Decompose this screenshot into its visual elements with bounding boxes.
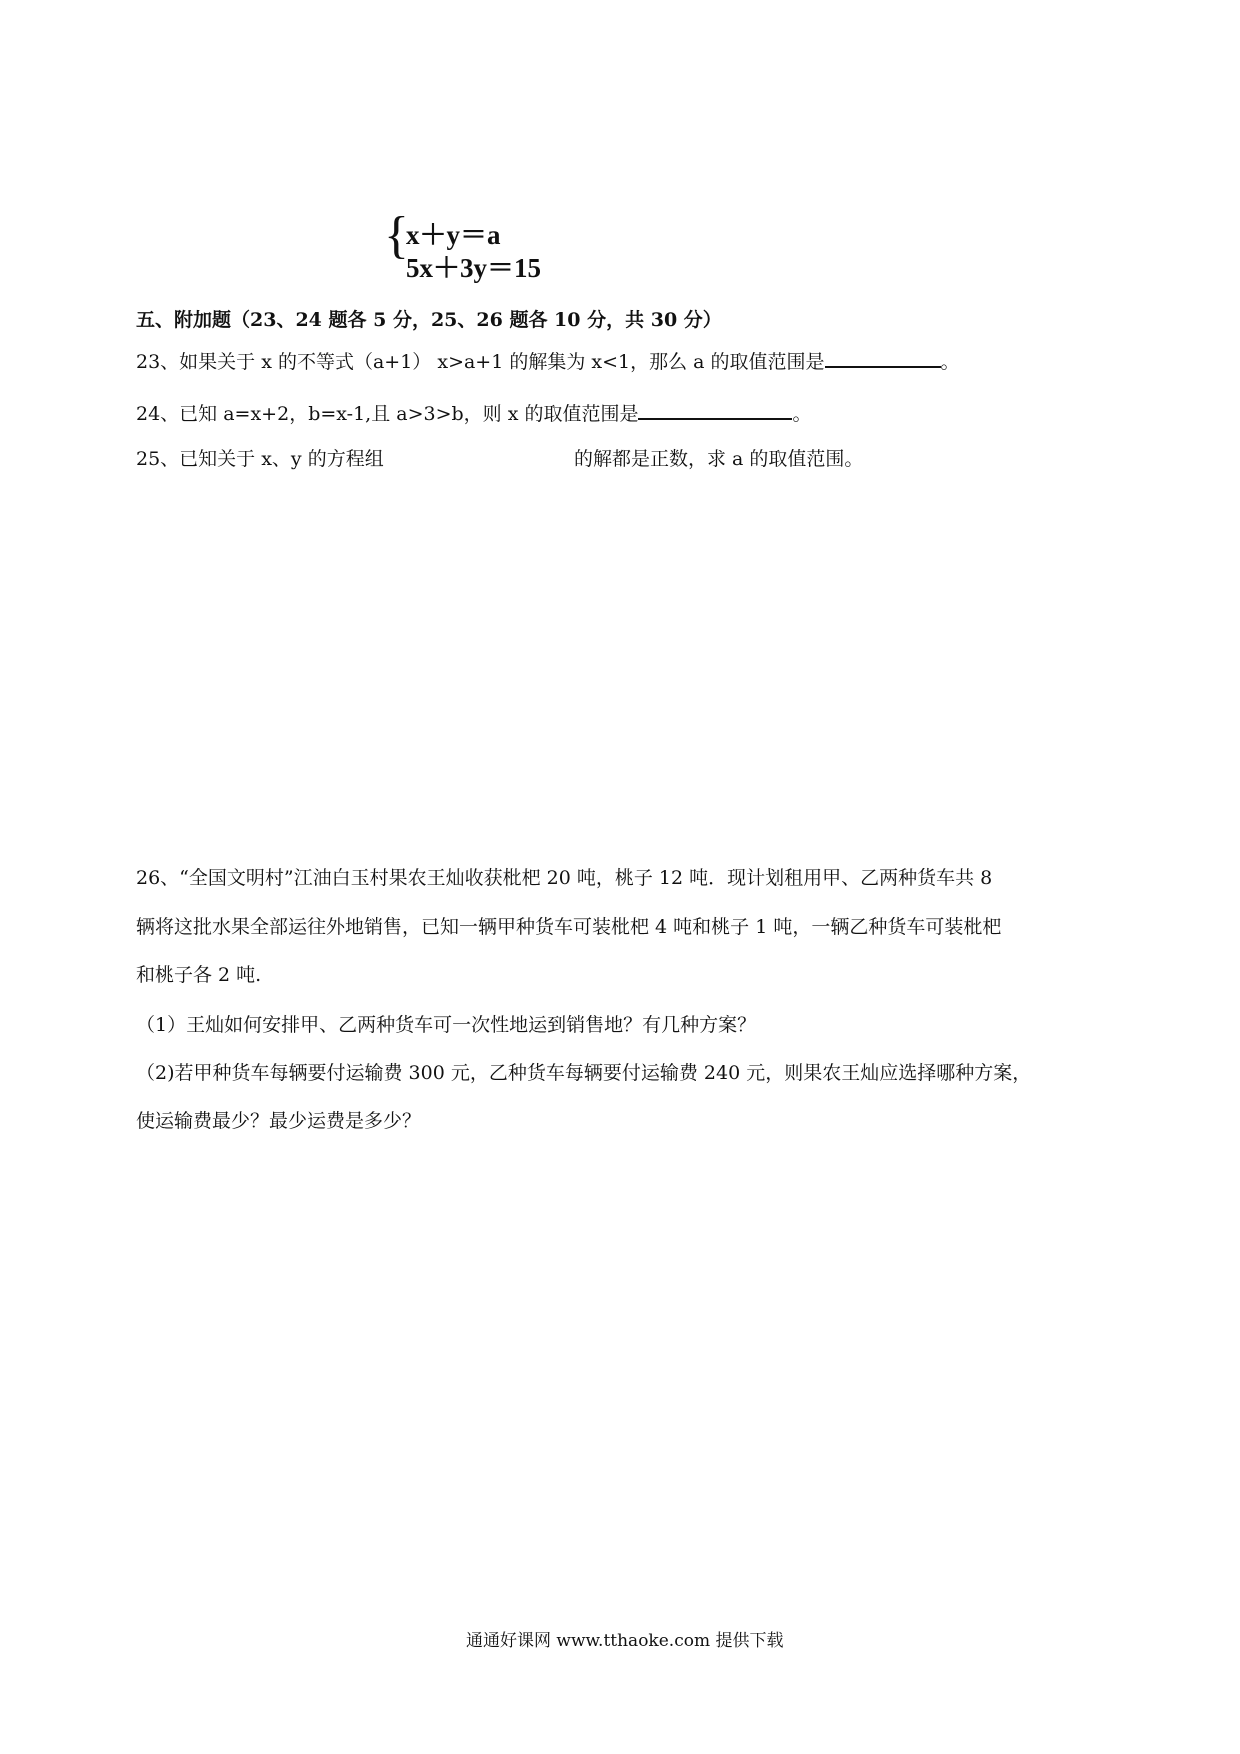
left-brace: { (384, 207, 409, 264)
footer-credit: 通通好课网 www.tthaoke.com 提供下载 (466, 1631, 784, 1651)
question-25-after: 的解都是正数，求 a 的取值范围。 (574, 448, 864, 470)
equation-2: 5x＋3y＝15 (406, 253, 541, 283)
question-26-part-2-line-1: （2)若甲种货车每辆要付运输费 300 元，乙种货车每辆要付运输费 240 元，则果农王灿应选择哪种方案， (136, 1062, 1032, 1084)
question-23-end: 。 (940, 351, 960, 373)
question-26-part-2-line-2: 使运输费最少？最少运费是多少？ (136, 1110, 422, 1132)
section-title: 五、附加题（23、24 题各 5 分，25、26 题各 10 分，共 30 分） (136, 309, 722, 331)
question-26-part-1: （1）王灿如何安排甲、乙两种货车可一次性地运到销售地？有几种方案？ (136, 1014, 757, 1036)
question-24-end: 。 (792, 403, 812, 425)
question-23 (136, 348, 960, 374)
answer-blank-23[interactable] (825, 348, 941, 368)
question-26-line-1: 26、“全国文明村”江油白玉村果农王灿收获枇杷 20 吨，桃子 12 吨．现计划租用甲、乙两种货车共 8 (136, 867, 993, 889)
question-26-line-3: 和桃子各 2 吨. (136, 964, 262, 986)
question-26-line-2: 辆将这批水果全部运往外地销售，已知一辆甲种货车可装枇杷 4 吨和桃子 1 吨，一辆乙种货车可装枇杷 (136, 916, 1002, 938)
question-23-text: 23、如果关于 x 的不等式（a+1） x>a+1 的解集为 x<1，那么 a 的取值范围是 (136, 351, 825, 373)
question-24-text: 24、已知 a=x+2，b=x-1,且 a>3>b，则 x 的取值范围是 (136, 403, 639, 425)
question-24 (136, 400, 811, 426)
question-25-before: 25、已知关于 x、y 的方程组 (136, 448, 384, 470)
answer-blank-24[interactable] (638, 400, 792, 420)
equation-1: x＋y＝a (406, 220, 501, 250)
